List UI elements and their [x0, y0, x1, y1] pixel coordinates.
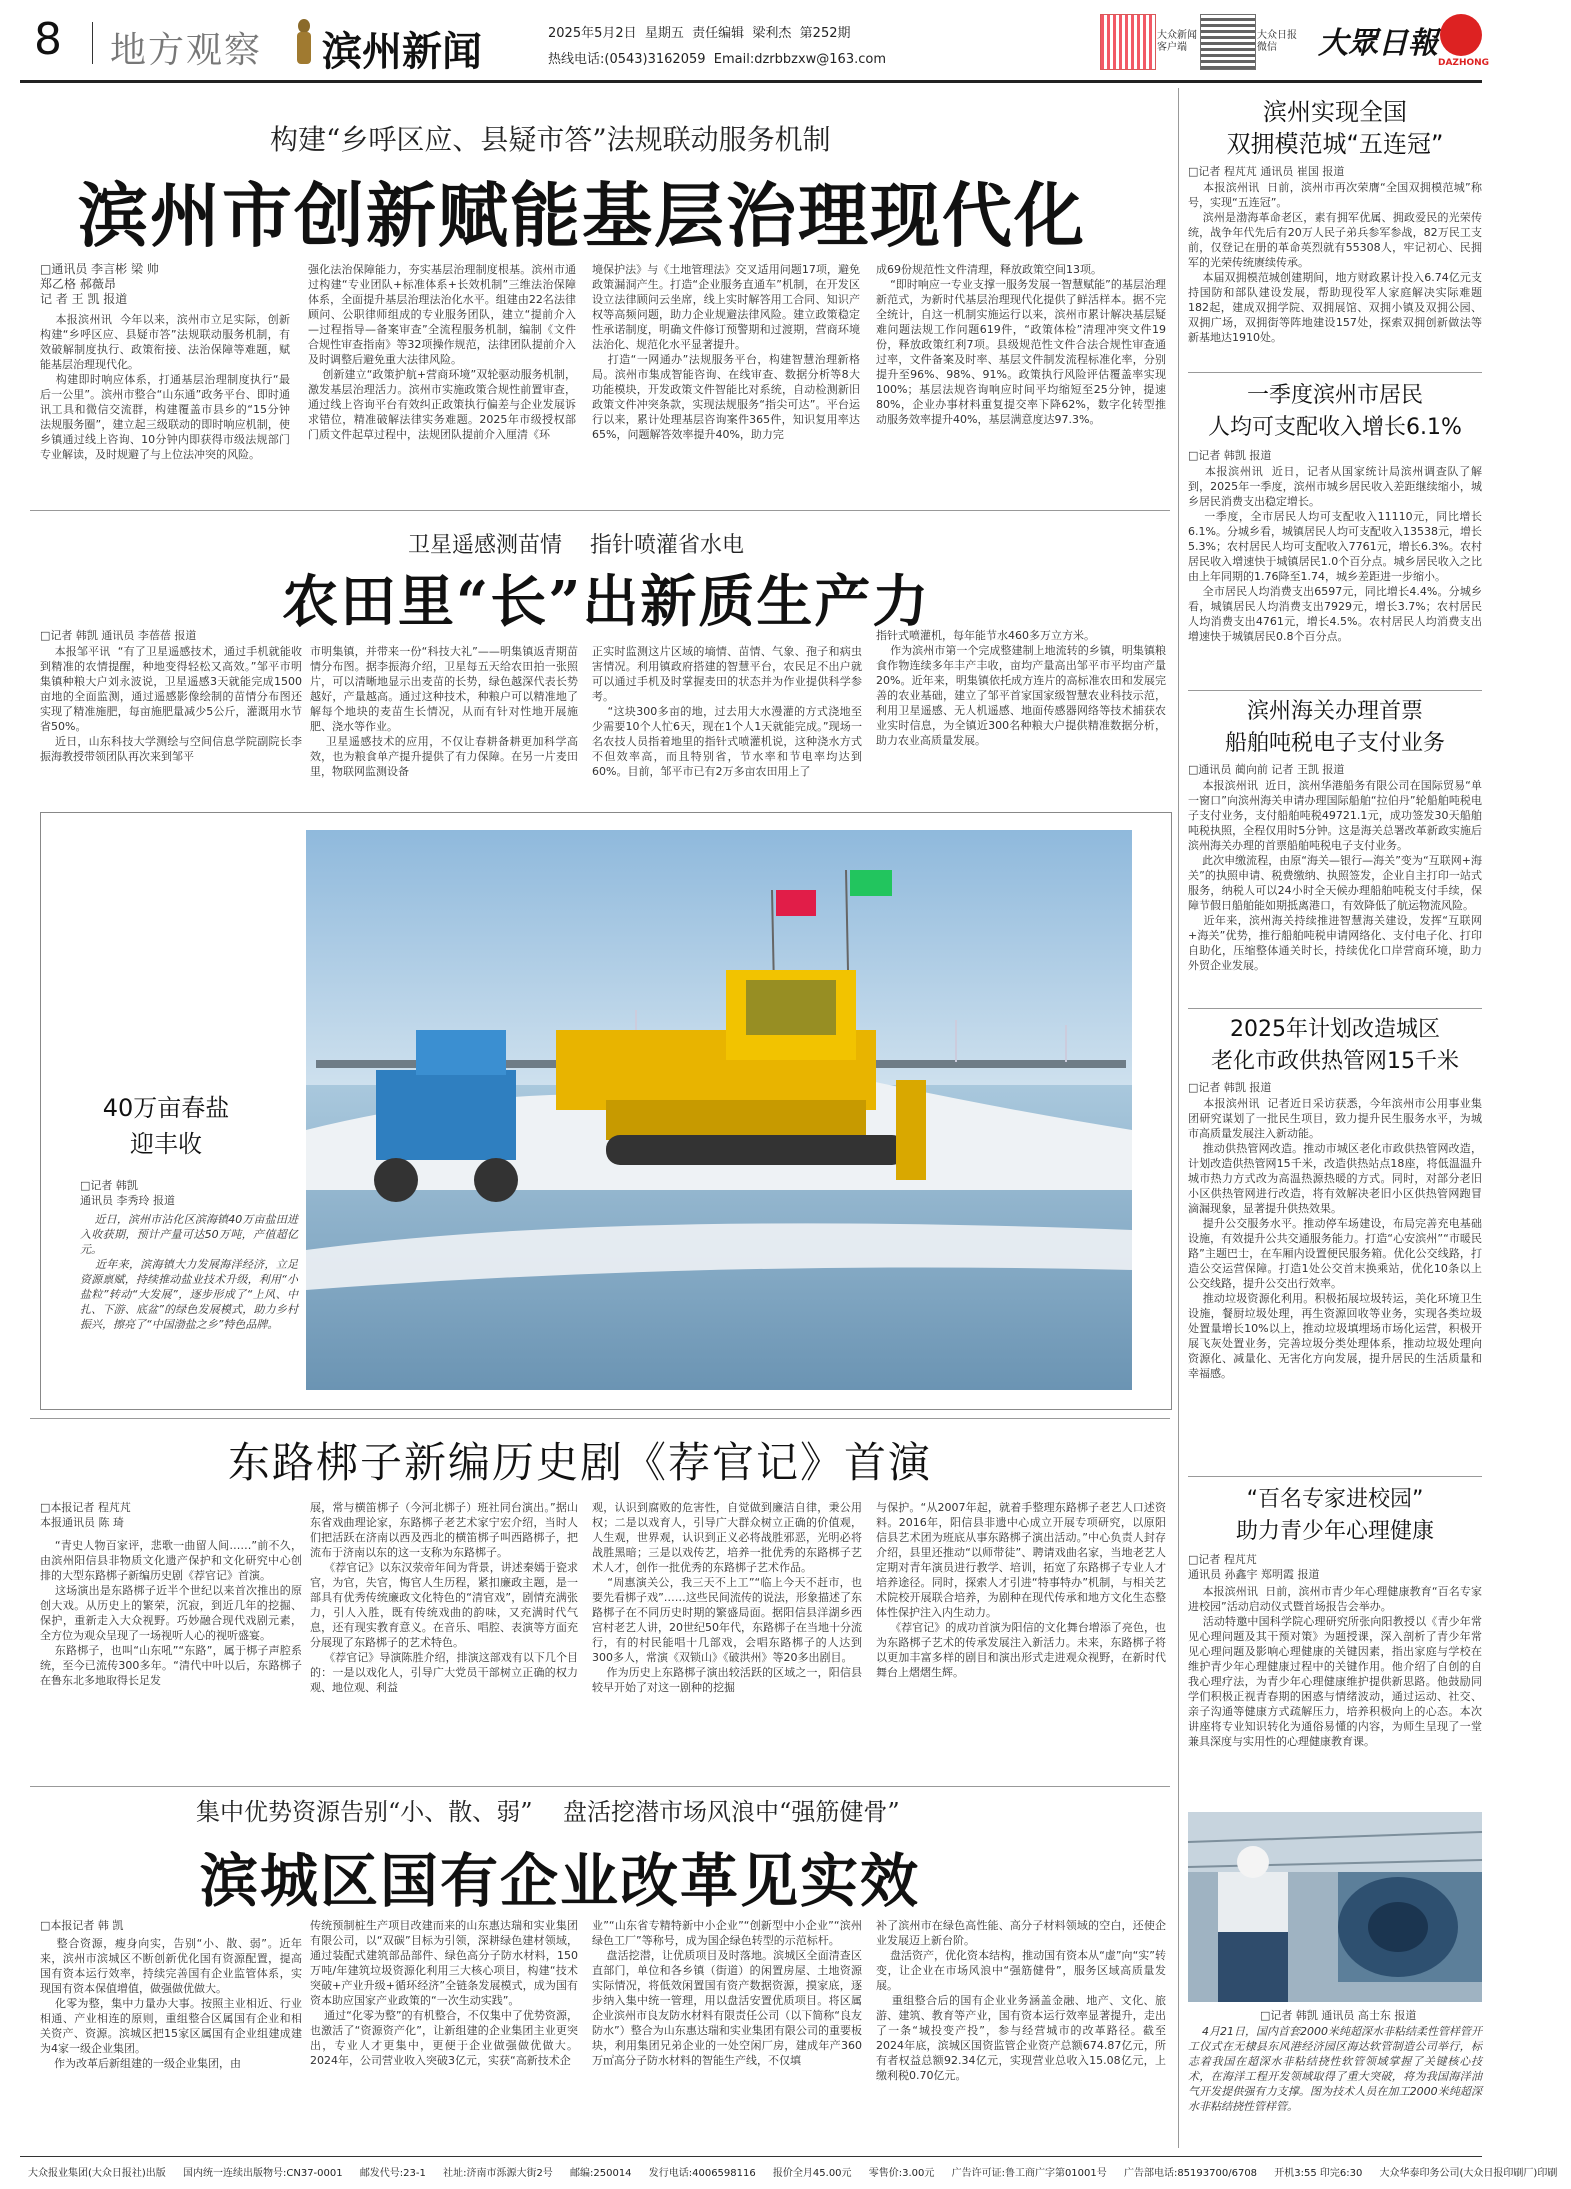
side-e-body: 本报滨州讯 日前，滨州市青少年心理健康教育“百名专家进校园”活动启动仪式暨首场报告会举办。 活动特邀中国科学院心理研究所张向阳教授以《青少年常见心理问题及其干预对策》为题授课，深入剖析了青少年常见心理问题及影响心理健康的关键因素，指出家庭与学校在维护青少年心理健康过程中的关键作用。他介绍了自创的自我心理疗法，为青少年心理健康维护提供新思路。他鼓励同学们积极正视青春期的困惑与情绪波动，通过运动、社交、亲子沟通等健康方式疏解压力，培养积极向上的心态。本次讲座将专业知识转化为通俗易懂的内容，为师生呈现了一堂兼具深度与实用性的心理健康教育课。 — [1188, 1585, 1482, 1748]
side-c-body: 本报滨州讯 近日，滨州华港船务有限公司在国际贸易“单一窗口”向滨州海关申请办理国际船舶“拉伯丹”轮船舶吨税电子支付业务，支付船舶吨税49721.1元，成功签发30天船舶吨税执照，全程仅用时5分钟。这是海关总署改革新政实施后滨州海关办理的首票船舶吨税电子支付业务。 此次申缴流程，由原“海关—银行—海关”变为“互联网+海关”的执照申请、税费缴纳、执照签发，企业自主打印一站式服务，纳税人可以24小时全天候办理船舶吨税支付手续，保障节假日船舶能如期抵离港口，有效降低了航运物流风险。 近年来，滨州海关持续推进智慧海关建设，发挥“互联网+海关”优势，推行船舶吨税申请网络化、支付电子化、打印自助化，压缩整体通关时长，持续优化口岸营商环境，助力外贸企业发展。 — [1188, 779, 1482, 972]
logo-emblem-icon — [1440, 14, 1482, 56]
date-line: 2025年5月2日 星期五 责任编辑 梁利杰 第252期 — [548, 26, 851, 41]
photo-rule — [30, 1418, 1170, 1419]
footer-item: 零售价:3.00元 — [868, 2168, 935, 2179]
farm-title: 农田里“长”出新质生产力 — [282, 569, 931, 635]
farm-col-3: 正实时监测这片区域的墒情、苗情、气象、孢子和病虫害情况。利用镇政府搭建的智慧平台，农民足不出户就可以通过手机及时掌握麦田的状态并为作业提供科学参考。 “这块300多亩的地，过去用大水漫灌的方式浇地至少需要10个人忙6天，现在1个人1天就能完成。”现场一名农技人员指着地里的指针式喷灌机说，这种浇水方式不但效率高，而且特别省，节水率和节电率均达到60%。目前，邹平市已有2万多亩农田用上了 — [592, 645, 862, 778]
farm-col-1: 本报邹平讯 “有了卫星遥感技术，通过手机就能收到精准的农情提醒，种地变得轻松又高效。”邹平市明集镇种粮大户刘永波说，卫星遥感3天就能完成1500亩地的全面监测，通过遥感影像绘制的苗情分布图还实现了精准施肥，每亩施肥量减少5公斤，灌溉用水节省50%。 近日，山东科技大学测绘与空间信息学院副院长李振海教授带领团队再次来到邹平 — [40, 645, 302, 763]
footer-item: 邮发代号:23-1 — [359, 2168, 426, 2179]
opera-byline: □本报记者 程芃芃 本报通讯员 陈 琦 — [40, 1501, 131, 1529]
side-a-body: 本报滨州讯 日前，滨州市再次荣膺“全国双拥模范城”称号，实现“五连冠”。 滨州是渤海革命老区，素有拥军优属、拥政爱民的光荣传统，战争年代先后有20万人民子弟兵参军参战，82万民工支前，仅登记在册的革命英烈就有55308人，牢记初心、民拥军的光荣传统赓续传承。 本届双拥模范城创建期间，地方财政累计投入6.74亿元支持国防和部队建设发展，帮助现役军人家庭解决实际难题182起，建成双拥学院、双拥展馆、双拥小镇及双拥公园、双拥广场，双拥街等阵地建设157处，探索双拥创新做法等新基地达1910处。 — [1188, 181, 1482, 344]
soe-byline: □本报记者 韩 凯 — [40, 1919, 124, 1932]
side-f-caption: 4月21日，国内首套2000米纯超深水非粘结柔性管样管开工仪式在无棣县东风港经济园区海达软管制造公司举行，标志着我国在超深水非粘结挠性软管领域掌握了关键核心技术，在海洋工程开发领域取得了重大突破，将为我国海洋油气开发提供强有力支撑。图为技术人员在加工2000米纯超深水非粘结挠性管样管。 — [1188, 2025, 1482, 2113]
farm-col-2: 市明集镇，并带来一份“科技大礼”——明集镇返青期苗情分布图。据李振海介绍，卫星每五天给农田拍一张照片，可以清晰地显示出麦苗的长势，绿色越深代表长势越好，产量越高。通过这种技术，种粮户可以精准地了解每个地块的麦苗生长情况，从而有针对性地开展施肥、浇水等作业。 卫星遥感技术的应用，不仅让春耕备耕更加科学高效，也为粮食单产提升提供了有力保障。在另一片麦田里，物联网监测设备 — [310, 645, 579, 778]
lead-col-3: 境保护法》与《土地管理法》交叉适用问题17项，避免政策漏洞产生。打造“企业服务直通车”机制，在开发区设立法律顾问云坐席，线上实时解答用工合同、知识产权等高频问题，助力企业规避法律风险。建立政策稳定性承诺制度，明确文件修订预警期和过渡期，营商环境法治化、规范化水平显著提升。 打造“一网通办”法规服务平台，构建智慧治理新格局。滨州市集成智能咨询、在线审查、数据分析等8大功能模块，开发政策文件智能比对系统，自动检测新旧政策文件冲突条款，实现法规服务“指尖可达”。平台运行以来，累计处理基层咨询案件365件，知识复用率达65%，问题解答效率提升40%，助力完 — [592, 263, 860, 441]
footer-item: 大众华泰印务公司(大众日报印刷厂)印刷 — [1379, 2168, 1558, 2179]
page-divider — [92, 22, 93, 64]
lead-col-4: 成69份规范性文件清理，释放政策空间13项。 “即时响应一专业支撑一服务发展一智慧赋能”的基层治理新范式，为新时代基层治理现代化提供了鲜活样本。据不完全统计，自这一机制实施运行以来，滨州市累计解决基层疑难问题法规工作问题619件，“政策体检”清理冲突文件19份，释放政策红利7项。县级规范性文件合法合规性审查通过率，文件备案及时率、基层文件制发流程标准化率，分别提升至96%、98%、91%。政策执行风险评估覆盖率实现100%；基层法规咨询响应时间平均缩短至25分钟，提速80%，企业办事材料重复提交率下降62%，数字化转型推动服务效率提升40%，基层满意度达97.3%。 — [876, 263, 1166, 426]
qr-code-2[interactable] — [1200, 14, 1256, 70]
footer-rule — [20, 2156, 1482, 2157]
footer-item: 社址:济南市泺源大街2号 — [443, 2168, 553, 2179]
qr-label-2: 大众日报 微信 — [1257, 30, 1297, 53]
side-c-byline: □通讯员 蔺向前 记者 王凯 报道 — [1188, 763, 1345, 776]
footer-item: 国内统一连续出版物号:CN37-0001 — [183, 2168, 343, 2179]
soe-col-3: 业”“山东省专精特新中小企业”“创新型中小企业”“滨州绿色工厂”等称号，成为国企绿色转型的示范标杆。 盘活挖潜，让优质项目及时落地。滨城区全面清查区直部门，单位和各乡镇（街道）的闲置房屋、土地资源实际情况，将低效闲置国有资产数据资源，摸家底，逐步纳入集中统一管理，用以盘活安置优质项目。将区属企业滨州市良友防水材料有限责任公司（以下简称“良友防水”）整合为山东惠达瑞和实业集团有限公司的重要板块，利用集团兄弟企业的一处空闲厂房，建成年产360万㎡高分子防水材料的智能生产线，不仅填 — [592, 1919, 862, 2067]
footer-item: 广告许可证:鲁工商广字第01001号 — [951, 2168, 1107, 2179]
side-d-byline: □记者 韩凯 报道 — [1188, 1081, 1272, 1094]
footer-item: 大众报业集团(大众日报社)出版 — [28, 2168, 166, 2179]
opera-col-2: 展，常与横笛梆子（今河北梆子）班社同台演出。”据山东省戏曲理论家，东路梆子老艺术家宁宏介绍，当时人们把活跃在济南以西及西北的横笛梆子叫西路梆子，把流布于济南以东的这一支称为东路梆子。 《荐官记》以东汉荥帝年间为背景，讲述秦嫣于瓷求官，为官，失官，悔官人生历程，紧扣廉政主题，是一部具有优秀传统廉政文化特色的“清官戏”，剧情充满张力，引人入胜，既有传统戏曲的韵味，又充满时代气息，还有现实教育意义。在音乐、唱腔、表演等方面充分展现了东路梆子的艺术特色。 《荐官记》导演陈胜介绍，排演这部戏有以下几个目的：一是以戏化人，引导广大党员干部树立正确的权力观、地位观、利益 — [310, 1501, 578, 1694]
soe-col-4: 补了滨州市在绿色高性能、高分子材料领域的空白，还使企业发展迈上新台阶。 盘活资产，优化资本结构，推动国有资本从“虚”向“实”转变，让企业在市场风浪中“强筋健骨”，服务区域高质量发展。 重组整合后的国有企业业务涵盖金融、地产、文化、旅游、建筑、教育等产业，国有资本运行效率显著提升，走出了一条“城投变产投”，参与经营城市的改革路径。截至2024年底，滨城区国资监管企业资产总额674.87亿元，所有者权益总额92.34亿元，实现营业总收入15.08亿元，上缴利税0.70亿元。 — [876, 1919, 1166, 2082]
side-f-byline: □记者 韩凯 通讯员 高士东 报道 — [1260, 2009, 1417, 2022]
side-b-title: 一季度滨州市居民 人均可支配收入增长6.1% — [1208, 383, 1462, 440]
pipe-factory-photo — [1188, 1812, 1482, 2002]
lead-title: 滨州市创新赋能基层治理现代化 — [78, 174, 1086, 257]
edition-title: 滨州新闻 — [322, 28, 482, 75]
masthead — [0, 0, 1500, 80]
farm-kicker: 卫星遥感测苗情 指针喷灌省水电 — [408, 533, 744, 558]
newspaper-logo: 大眾日報 — [1318, 26, 1438, 61]
side-e-title: “百名专家进校园” 助力青少年心理健康 — [1235, 1487, 1434, 1544]
qr-code-1[interactable] — [1100, 14, 1156, 70]
footer-item: 报价全月45.00元 — [772, 2168, 852, 2179]
side-d-body: 本报滨州讯 记者近日采访获悉，今年滨州市公用事业集团研究谋划了一批民生项目，致力提升民生服务水平，为城市高质量发展注入新动能。 推动供热管网改造。推动市城区老化市政供热管网改造，计划改造供热管网15千米，改造供热站点18座，将低温温升城市热力方式改为高温热源热暖的方式。同时，对部分老旧小区供热管网进行改造，将有效解决老旧小区供热管网跑冒滴漏现象，显著提升供热效果。 提升公交服务水平。推动停车场建设，布局完善充电基础设施，有效提升公共交通服务能力。打造“心安滨州”“市暖民路”主题巴士，在车厢内设置便民服务箱。优化公交线路，打造公交运营保障。打造1处公交首末换乘站，优化10条以上公交线路，提升公交出行效率。 推动垃圾资源化利用。积极拓展垃圾转运，美化环境卫生设施，餐厨垃圾处理，再生资源回收等业务，实现各类垃圾处置量增长10%以上，推动垃圾填埋场市场化运营，积极开展飞灰处置业务，完善垃圾分类处理体系，推动垃圾处理向资源化、减量化、无害化方向发展，提升居民的生活质量和幸福感。 — [1188, 1097, 1482, 1380]
soe-col-2: 传统预制桩生产项目改建而来的山东惠达瑞和实业集团有限公司，以“双碳”目标为引领，深耕绿色建材领域，通过装配式建筑部品部件、绿色高分子防水材料，150万吨/年建筑垃圾资源化利用三大核心项目，构建“技术突破+产业升级+循环经济”全链条发展模式，成为国有资本助应国家产业政策的“一次生动实践”。 通过“化零为整”的有机整合，不仅集中了优势资源，也激活了“资源资产化”，让新组建的企业集团主业更突出，专业人才更集中，更便于企业做强做优做大。2024年，公司营业收入突破3亿元，实获“高新技术企 — [310, 1919, 578, 2067]
side-rule-d — [1188, 1476, 1482, 1477]
side-b-body: 本报滨州讯 近日，记者从国家统计局滨州调查队了解到，2025年一季度，滨州市城乡居民收入差距继续缩小，城乡居民消费支出稳定增长。 一季度，全市居民人均可支配收入11110元，同比增长6.1%。分城乡看，城镇居民人均可支配收入13538元，增长5.3%；农村居民人均可支配收入7761元，增长6.3%。农村居民收入增速快于城镇居民1.0个百分点。城乡居民收入之比由上年同期的1.76降至1.74，城乡差距进一步缩小。 全市居民人均消费支出6597元，同比增长4.4%。分城乡看，城镇居民人均消费支出7929元，增长3.7%；农村居民人均消费支出4761元，增长4.5%。农村居民人均消费支出增速快于城镇居民0.8个百分点。 — [1188, 465, 1482, 643]
side-rule-b — [1188, 690, 1482, 691]
lead-col-2: 强化法治保障能力，夯实基层治理制度根基。滨州市通过构建“专业团队+标准体系+长效机制”三维法治保障体系，全面提升基层治理法治化水平。组建由22名法律顾问、公职律师组成的专业服务团队，建立“提前介入—过程指导—备案审查”全流程服务机制，编制《文件合规性审查指南》等32项操作规范，法律团队提前介入及时调整后避免重大法律风险。 创新建立“政策护航+营商环境”双轮驱动服务机制，激发基层治理活力。滨州市实施政策合规性前置审查，通过线上咨询平台有效纠正政策执行偏差与企业发展诉求错位，精准破解法律实务难题。2025年市级授权部门质文件起草过程中，法规团队提前介入厘清《环 — [308, 263, 576, 441]
footer-item: 开机3:55 印完6:30 — [1274, 2168, 1363, 2179]
opera-rule — [30, 1786, 1170, 1787]
soe-kicker: 集中优势资源告别“小、散、弱” 盘活挖潜市场风浪中“强筋健骨” — [196, 1798, 900, 1826]
salt-field-photo — [306, 830, 1132, 1390]
side-a-byline: □记者 程芃芃 通讯员 崔国 报道 — [1188, 165, 1345, 178]
side-rule-c — [1188, 1008, 1482, 1009]
farm-col-4: 指针式喷灌机，每年能节水460多万立方米。 作为滨州市第一个完成整建制上地流转的乡镇，明集镇粮食作物连续多年丰产丰收，亩均产量高出邹平市平均亩产量20%。近年来，明集镇依托成方连片的高标准农田和发展完善的农业基础，建立了邹平首家国家级智慧农业科技示范，利用卫星遥感、无人机遥感、地面传感器网络等技术捕获农业实时信息，为全镇近300名种粮大户提供精准数据分析，助力农业高质量发展。 — [876, 629, 1166, 747]
photo-caption: 近日，滨州市沾化区滨海镇40万亩盐田进入收获期，预计产量可达50万吨，产值超亿元。 近年来，滨海镇大力发展海洋经济，立足资源禀赋，持续推动盐业技术升级，利用“小盐粒”转动“大发展”，逐步形成了“上风、中扎、下游、底盆”的绿色发展模式，助力乡村振兴，擦亮了“中国渤盐之乡”特色品牌。 — [80, 1213, 298, 1331]
lead-kicker: 构建“乡呼区应、县疑市答”法规联动服务机制 — [270, 123, 831, 156]
side-b-byline: □记者 韩凯 报道 — [1188, 449, 1272, 462]
footer-item: 广告部电话:85193700/6708 — [1123, 2168, 1258, 2179]
opera-col-1: “青史人物百家评，悲歌一曲留人间……”前不久，由滨州阳信县非物质文化遗产保护和文化研究中心创排的大型东路梆子新编历史剧《荐官记》首演。 这场演出是东路梆子近半个世纪以来首次推出的原创大戏。从历史上的繁荣，沉寂，到近几年的挖掘、保护，重新走入大众视野。巧妙融合现代戏剧元素，全方位为观众呈现了一场视听人心的视听盛宴。 东路梆子，也叫“山东吼”“东路”，属于梆子声腔系统，至今已流传300多年。“清代中叶以后，东路梆子在鲁东北多地取得长足发 — [40, 1539, 302, 1687]
side-d-title: 2025年计划改造城区 老化市政供热管网15千米 — [1211, 1017, 1459, 1074]
photo-byline: □记者 韩凯 通讯员 李秀玲 报道 — [80, 1179, 175, 1207]
edition-icon — [293, 16, 315, 66]
column-separator — [1178, 88, 1179, 2148]
logo-sub: DAZHONG — [1438, 58, 1490, 68]
farm-byline: □记者 韩凯 通讯员 李蓓蓓 报道 — [40, 629, 197, 642]
opera-col-3: 观，认识到腐败的危害性，自觉做到廉洁自律，秉公用权；二是以戏育人，引导广大群众树立正确的价值观，人生观，世界观，认识到正义必将战胜邪恶，光明必将战胜黑暗；三是以戏传艺，培养一批优秀的东路梆子艺术人才，创作一批优秀的东路梆子艺术作品。 “周惠演关公，我三天不上工”“临上今天不赶市，也要先看梆子戏”……这些民间流传的说法，形象描述了东路梆子在不同历史时期的繁盛局面。据阳信县洋湖乡西宫村老艺人讲，20世纪50年代，东路梆子在当地十分流行，有的村民能唱十几部戏，会唱东路梆子的人达到300多人，常演《双锁山》《破洪州》等20多出剧目。 作为历史上东路梆子演出较活跃的区域之一，阳信县较早开始了对这一剧种的挖掘 — [592, 1501, 862, 1694]
footer-line — [28, 2164, 1558, 2179]
opera-col-4: 与保护。“从2007年起，就着手整理东路梆子老艺人口述资料。2016年，阳信县非遗中心成立开展专项研究，以原阳信县艺术团为班底从事东路梆子演出活动。”中心负责人封存介绍，县里还推动“以师带徒”、聘请戏曲名家，当地老艺人定期对青年演员进行教学、培训，拓宽了东路梆子专业人才培养途径。同时，探索人才引进“特事特办”机制，与相关艺术院校开展联合培养，为剧种在现代传承和地方文化生态整体性保护注入内生动力。 《荐官记》的成功首演为阳信的文化舞台增添了亮色，也为东路梆子艺术的传承发展注入新活力。未来，东路梆子将以更加丰富多样的剧目和演出形式走进观众视野，在新时代舞台上熠熠生辉。 — [876, 1501, 1166, 1679]
photo-headline: 40万亩春盐 迎丰收 — [102, 1094, 230, 1158]
masthead-rule — [20, 80, 1482, 83]
footer-item: 邮编:250014 — [570, 2168, 632, 2179]
side-rule-a — [1188, 372, 1482, 373]
qr-label-1: 大众新闻 客户端 — [1157, 30, 1197, 53]
side-e-byline: □记者 程芃芃 通讯员 孙鑫宇 郑明霞 报道 — [1188, 1553, 1320, 1581]
lead-col-1: 本报滨州讯 今年以来，滨州市立足实际，创新构建“乡呼区应、县疑市答”法规联动服务机制，有效破解制度执行、政策衔接、法治保障等难题，赋能基层治理现代化。 构建即时响应体系，打通基层治理制度执行“最后一公里”。滨州市整合“山东通”政务平台、即时通讯工具和微信交流群，构建覆盖市县乡的“15分钟法规服务圈”，建立起三级联动的即时响应机制，使乡镇通过线上咨询、10分钟内即获得市级法规部门专业解读，及时规避了与上位法冲突的风险。 — [40, 313, 290, 461]
soe-title: 滨城区国有企业改革见实效 — [200, 1847, 921, 1915]
footer-item: 发行电话:4006598116 — [648, 2168, 756, 2179]
lead-rule — [30, 510, 1170, 511]
page-number: 8 — [34, 14, 62, 65]
opera-title: 东路梆子新编历史剧《荐官记》首演 — [228, 1438, 933, 1487]
soe-col-1: 整合资源，瘦身向实，告别“小、散、弱”。近年来，滨州市滨城区不断创新优化国有资源配置，提高国有资本运行效率，持续完善国有企业监管体系，实现国有资本保值增值，做强做优做大。 化零为整，集中力量办大事。按照主业相近、行业相通、产业相连的原则，重组整合区属国有企业和相关资产、资源。滨城区把15家区属国有企业组建成建为4家一级企业集团。 作为改革后新组建的一级企业集团，由 — [40, 1937, 302, 2070]
lead-byline: □通讯员 李言彬 梁 帅 郑乙格 郝薇昂 记 者 王 凯 报道 — [40, 262, 159, 306]
section-label: 地方观察 — [110, 30, 263, 71]
side-a-title: 滨州实现全国 双拥模范城“五连冠” — [1226, 98, 1444, 158]
side-c-title: 滨州海关办理首票 船舶吨税电子支付业务 — [1224, 699, 1445, 756]
contact-line: 热线电话:(0543)3162059 Email:dzrbbzxw@163.com — [548, 52, 887, 67]
